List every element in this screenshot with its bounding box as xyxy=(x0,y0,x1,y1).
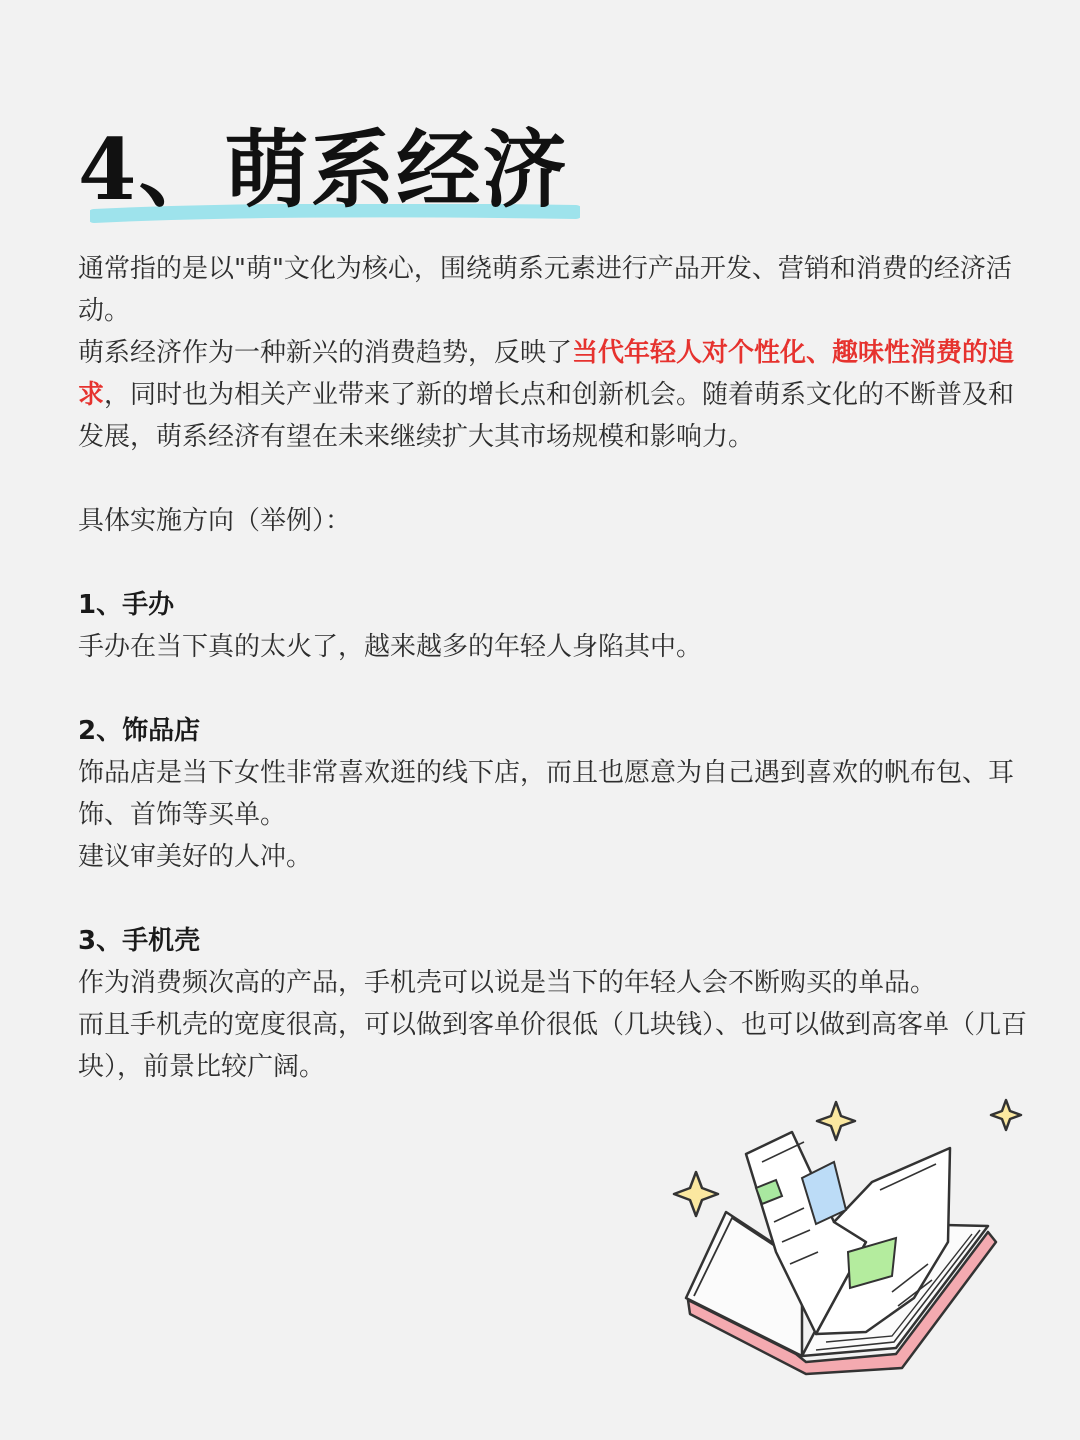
item-text: 手办在当下真的太火了，越来越多的年轻人身陷其中。 xyxy=(78,632,703,662)
item-heading: 3、手机壳 xyxy=(78,926,201,956)
spacer xyxy=(78,878,1038,920)
item-heading: 1、手办 xyxy=(78,590,175,620)
spacer xyxy=(78,542,1038,584)
spacer xyxy=(78,668,1038,710)
item-text: 建议审美好的人冲。 xyxy=(78,842,313,872)
spacer xyxy=(78,458,1038,500)
open-book-icon xyxy=(666,1092,1036,1382)
sparkle-icon xyxy=(817,1102,855,1140)
sparkle-icon xyxy=(674,1172,718,1216)
sparkle-icon xyxy=(991,1100,1021,1130)
intro-paragraph-2-end: ，同时也为相关产业带来了新的增长点和创新机会。随着萌系文化的不断普及和发展，萌系经济有望在未来继续扩大其市场规模和影响力。 xyxy=(78,380,1015,452)
article-body xyxy=(78,248,1038,1088)
intro-paragraph-2-start: 萌系经济作为一种新兴的消费趋势，反映了 xyxy=(78,338,573,368)
directions-heading: 具体实施方向（举例）： xyxy=(78,506,352,536)
intro-paragraph-1: 通常指的是以"萌"文化为核心，围绕萌系元素进行产品开发、营销和消费的经济活动。 xyxy=(78,254,1012,326)
page-title: 4、萌系经济 xyxy=(78,120,569,219)
intro-paragraph-2 xyxy=(78,332,1038,458)
item-text: 饰品店是当下女性非常喜欢逛的线下店，而且也愿意为自己遇到喜欢的帆布包、耳饰、首饰等买单。 xyxy=(78,758,1015,830)
item-heading: 2、饰品店 xyxy=(78,716,201,746)
title-block xyxy=(78,120,598,230)
intro-highlight: 当代年轻人对个性化、趣味性消费的追求 xyxy=(78,338,1015,410)
item-text: 作为消费频次高的产品，手机壳可以说是当下的年轻人会不断购买的单品。 xyxy=(78,968,937,998)
item-text: 而且手机壳的宽度很高，可以做到客单价很低（几块钱）、也可以做到高客单（几百块），前景比较广阔。 xyxy=(78,1010,1028,1082)
